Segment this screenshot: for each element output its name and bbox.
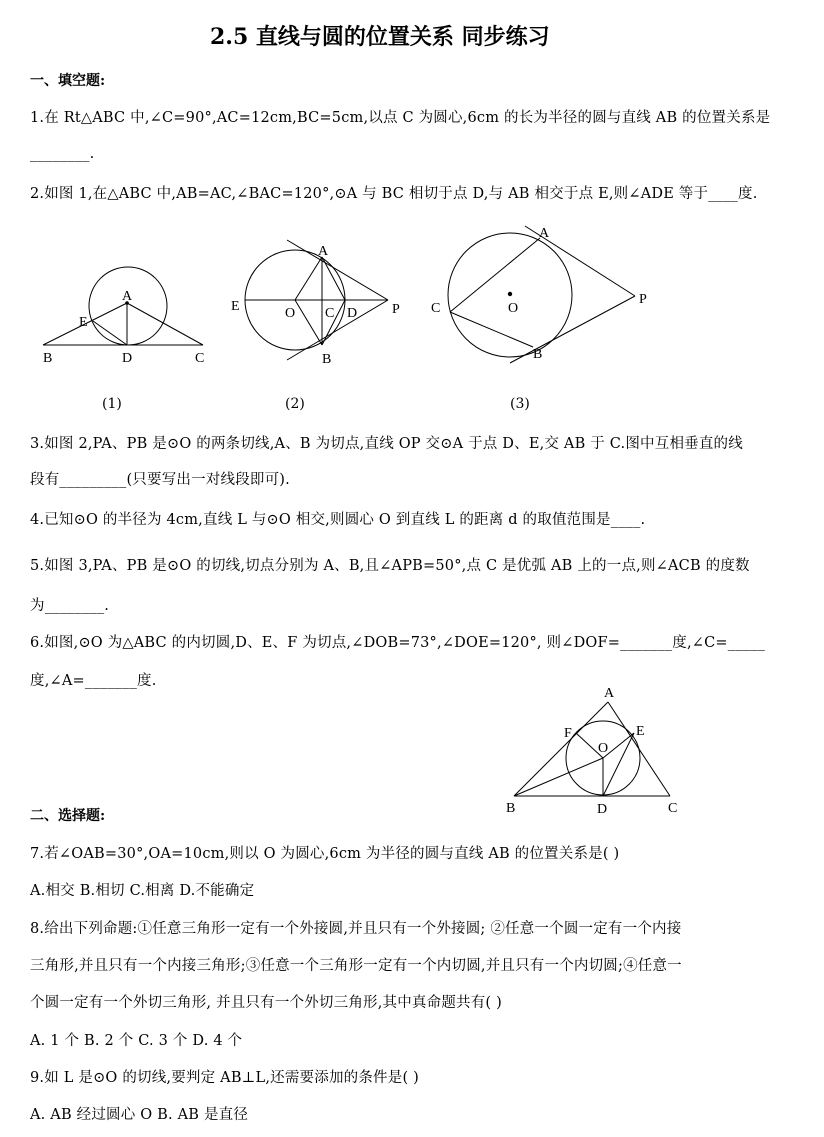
fig4-label-f: F <box>564 726 572 741</box>
figure-1-caption: (1) <box>102 396 122 412</box>
page-title: 2.5 直线与圆的位置关系 同步练习 <box>210 24 550 50</box>
question-1-line-1: 1.在 Rt△ABC 中,∠C=90°,AC=12cm,BC=5cm,以点 C 为圆心,6cm 的长为半径的圆与直线 AB 的位置关系是 <box>30 110 771 126</box>
fig1-label-e: E <box>79 315 88 330</box>
fig2-label-c: C <box>325 306 335 321</box>
figure-3-caption: (3) <box>510 396 530 412</box>
question-7-options: A.相交 B.相切 C.相离 D.不能确定 <box>30 883 255 899</box>
fig4-label-c: C <box>668 801 678 816</box>
fig3-label-c: C <box>431 301 441 316</box>
question-9-options: A. AB 经过圆心 O B. AB 是直径 <box>30 1107 249 1123</box>
question-8-options: A. 1 个 B. 2 个 C. 3 个 D. 4 个 <box>30 1033 243 1049</box>
fig2-label-b: B <box>322 352 332 367</box>
question-5-line-2: 为________. <box>30 598 110 614</box>
question-2: 2.如图 1,在△ABC 中,AB=AC,∠BAC=120°,⊙A 与 BC 相切于点 D,与 AB 相交于点 E,则∠ADE 等于____度. <box>30 186 758 202</box>
fig4-label-b: B <box>506 801 516 816</box>
question-3-line-1: 3.如图 2,PA、PB 是⊙O 的两条切线,A、B 为切点,直线 OP 交⊙A 于点 D、E,交 AB 于 C.图中互相垂直的线 <box>30 436 743 452</box>
fig1-label-c: C <box>195 351 205 366</box>
section-heading-multiple-choice: 二、选择题: <box>30 808 106 824</box>
fig4-label-e: E <box>636 724 645 739</box>
question-6-line-2: 度,∠A=_______度. <box>30 673 157 689</box>
question-6-line-1: 6.如图,⊙O 为△ABC 的内切圆,D、E、F 为切点,∠DOB=73°,∠DOE=120°, 则∠DOF=_______度,∠C=_____ <box>30 635 766 651</box>
figure-2-caption: (2) <box>285 396 305 412</box>
fig2-label-e: E <box>231 299 240 314</box>
question-4: 4.已知⊙O 的半径为 4cm,直线 L 与⊙O 相交,则圆心 O 到直线 L 的距离 d 的取值范围是____. <box>30 512 646 528</box>
fig2-label-p: P <box>392 302 400 317</box>
fig3-label-a: A <box>539 226 550 241</box>
figure-3 <box>425 220 665 370</box>
figure-1 <box>35 260 215 370</box>
question-8-line-1: 8.给出下列命题:①任意三角形一定有一个外接圆,并且只有一个外接圆; ②任意一个圆一定有一个内接 <box>30 921 682 937</box>
fig2-label-o: O <box>285 306 296 321</box>
fig3-label-p: P <box>639 292 647 307</box>
question-1-line-2: ________. <box>30 146 95 162</box>
question-7: 7.若∠OAB=30°,OA=10cm,则以 O 为圆心,6cm 为半径的圆与直线 AB 的位置关系是( ) <box>30 846 620 862</box>
fig4-label-a: A <box>604 686 615 701</box>
fig1-label-b: B <box>43 351 53 366</box>
figure-2 <box>225 235 410 370</box>
section-heading-fill-blank: 一、填空题: <box>30 73 106 89</box>
question-5-line-1: 5.如图 3,PA、PB 是⊙O 的切线,切点分别为 A、B,且∠APB=50°,点 C 是优弧 AB 上的一点,则∠ACB 的度数 <box>30 558 750 574</box>
figure-4 <box>500 680 690 820</box>
question-8-line-2: 三角形,并且只有一个内接三角形;③任意一个三角形一定有一个内切圆,并且只有一个内切圆;④任意一 <box>30 958 682 974</box>
question-9: 9.如 L 是⊙O 的切线,要判定 AB⊥L,还需要添加的条件是( ) <box>30 1070 419 1086</box>
fig4-label-d: D <box>597 802 608 817</box>
fig3-label-b: B <box>533 347 543 362</box>
fig2-label-a: A <box>318 244 329 259</box>
fig3-label-o: O <box>508 301 519 316</box>
question-8-line-3: 个圆一定有一个外切三角形, 并且只有一个外切三角形,其中真命题共有( ) <box>30 995 502 1011</box>
question-3-line-2: 段有_________(只要写出一对线段即可). <box>30 472 290 488</box>
fig1-label-a: A <box>122 289 133 304</box>
fig4-label-o: O <box>598 741 609 756</box>
fig1-label-d: D <box>122 351 133 366</box>
fig2-label-d: D <box>347 306 358 321</box>
